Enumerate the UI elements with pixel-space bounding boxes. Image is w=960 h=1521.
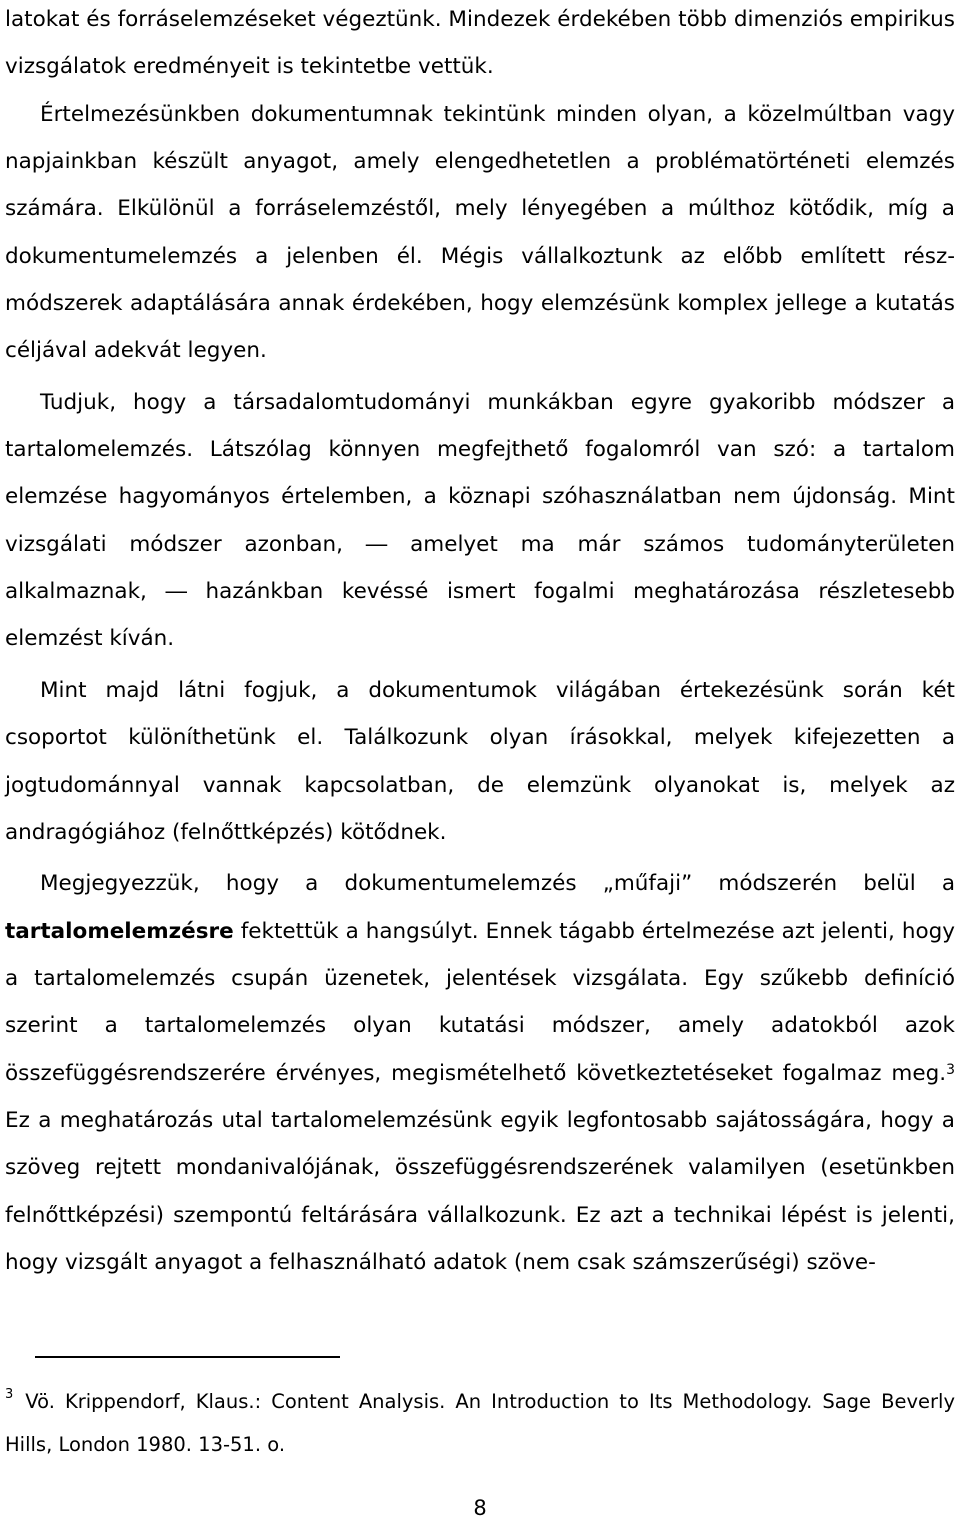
page-number: 8 xyxy=(473,1496,487,1520)
bold-term: tartalomelemzésre xyxy=(5,918,234,944)
paragraph-2: Értelmezésünkben dokumentumnak tekintünk minden olyan, a közelmúltban vagy napjainkban készült anyagot, amely elengedhetetlen a problématörténeti elemzés számára. Elkülönül a forráselemzéstől, mely lényegében a múlthoz kötődik, míg a dokumentumelemzés a jelenben él. Mégis vállalkoztunk az előbb említett rész-módszerek adaptálására annak érdekében, hogy elemzésünk komplex jellege a kutatás céljával adekvát legyen. xyxy=(5,101,955,364)
body-text xyxy=(5,0,955,1286)
paragraph-1: latokat és forráselemzéseket végeztünk. Mindezek érdekében több dimenziós empirikus vizsgálatok eredményeit is tekintetbe vettük. xyxy=(5,7,955,80)
paragraph-3: Tudjuk, hogy a társadalomtudományi munkákban egyre gyakoribb módszer a tartalomelemzés. Látszólag könnyen megfejthető fogalomról van szó: a tartalom elemzése hagyományos értelemben, a köznapi szóhasználatban nem újdonság. Mint vizsgálati módszer azonban, ― amelyet ma már számos tudományterületen alkalmaznak, ― hazánkban kevéssé ismert fogalmi meghatározása részletesebb elemzést kíván. xyxy=(5,389,955,652)
footnote-separator xyxy=(35,1356,340,1358)
paragraph-5-text-b: fektettük a hangsúlyt. Ennek tágabb értelmezése azt jelenti, hogy a tartalomelemzés csupán üzenetek, jelentések vizsgálata. Egy szűkebb definíció szerint a tartalomelemzés olyan kutatási módszer, amely adatokból azok összefüggésrendszerére érvényes, megismételhető következtetéseket fogalmaz meg. xyxy=(5,918,955,1086)
footnote-reference[interactable]: 3 xyxy=(946,1061,955,1078)
footnote-mark: 3 xyxy=(5,1387,14,1402)
paragraph-5-text-a: Megjegyezzük, hogy a dokumentumelemzés „műfaji” módszerén belül a xyxy=(40,871,955,897)
paragraph-5-text-c: Ez a meghatározás utal tartalomelemzésünk egyik legfontosabb sajátosságára, hogy a szöveg rejtett mondanivalójának, összefüggésrendszerének valamilyen (esetünkben felnőttképzési) szempontú feltárására vállalkozunk. Ez azt a technikai lépést is jelenti, hogy vizsgált anyagot a felhasználható adatok (nem csak számszerűségi) szöve- xyxy=(5,1107,955,1275)
document-page xyxy=(5,0,955,1286)
footnote xyxy=(5,1382,955,1465)
footnote-text: Vö. Krippendorf, Klaus.: Content Analysis. An Introduction to Its Methodology. Sage Beverly Hills, London 1980. 13-51. o. xyxy=(5,1390,955,1456)
paragraph-5 xyxy=(5,860,955,1286)
paragraph-4: Mint majd látni fogjuk, a dokumentumok világában értekezésünk során két csoportot különíthetünk el. Találkozunk olyan írásokkal, melyek kifejezetten a jogtudománnyal vannak kapcsolatban, de elemzünk olyanokat is, melyek az andragógiához (felnőttképzés) kötődnek. xyxy=(5,677,955,845)
